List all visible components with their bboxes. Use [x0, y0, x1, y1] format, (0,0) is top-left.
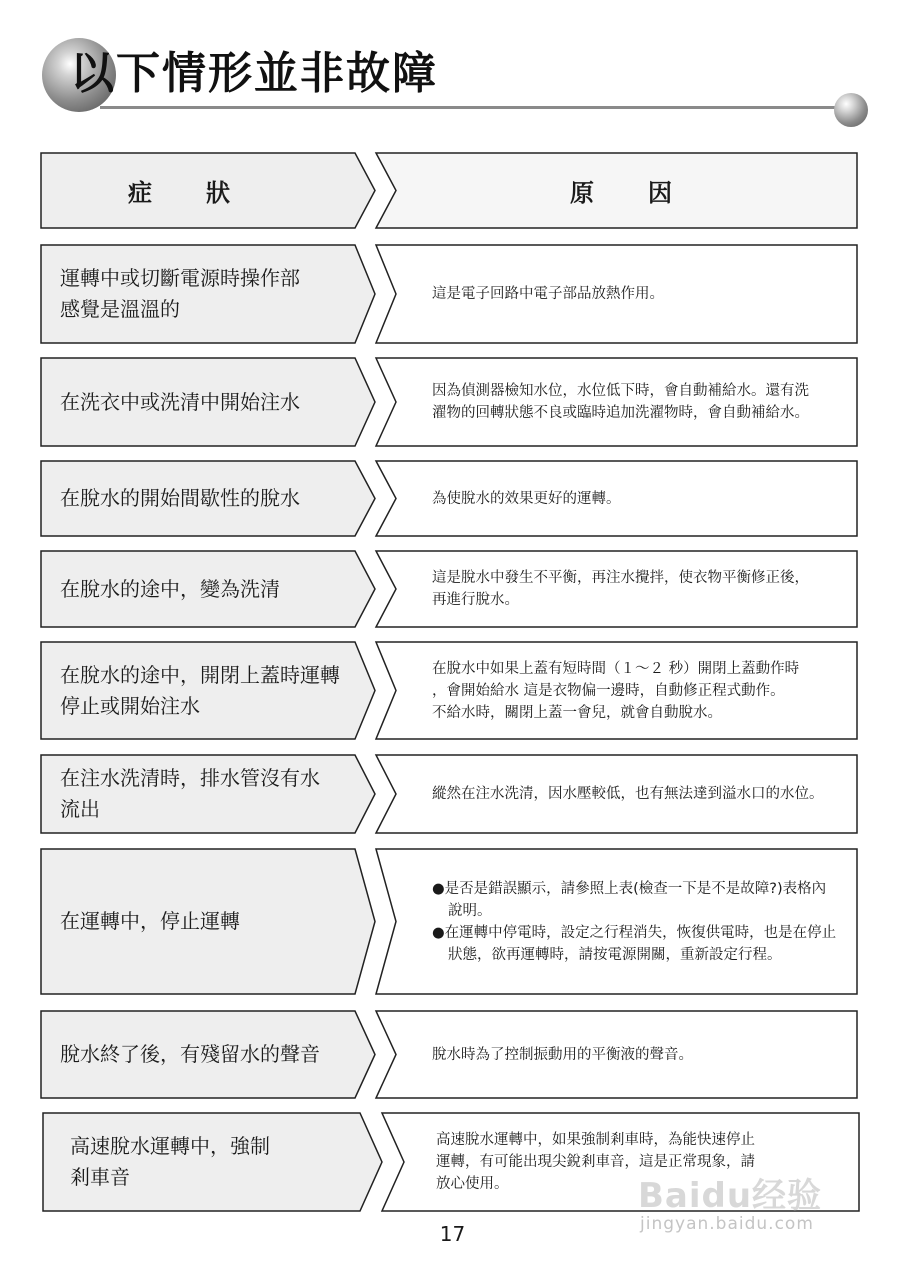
page-number: 17	[439, 1222, 466, 1246]
cause-line: 這是電子回路中電子部品放熱作用。	[432, 286, 664, 302]
cause-cell	[432, 848, 838, 995]
cause-line: 高速脫水運轉中，如果強制剎車時，為能快速停止	[436, 1132, 755, 1148]
symptom-line: 在脫水的途中，開閉上蓋時運轉	[60, 662, 340, 687]
watermark-logo: Baidu经验	[638, 1176, 823, 1216]
symptom-cell	[60, 550, 370, 628]
cause-line: 因為偵測器檢知水位，水位低下時，會自動補給水。還有洗	[432, 383, 809, 399]
watermark-url: jingyan.baidu.com	[640, 1214, 814, 1234]
table-row	[40, 848, 860, 995]
header-cause: 原 因	[570, 179, 674, 207]
symptom-line: 在洗衣中或洗清中開始注水	[60, 389, 300, 414]
table-row	[40, 244, 860, 344]
cause-bullet: ●是否是錯誤顯示，請參照上表(檢查一下是不是故障?)表格內說明。	[432, 880, 827, 919]
table-header	[40, 152, 860, 229]
cause-line: 再進行脫水。	[432, 592, 519, 608]
symptom-cell	[60, 848, 370, 995]
symptom-line: 剎車音	[70, 1165, 130, 1189]
symptom-line: 流出	[60, 797, 100, 821]
cause-line: 放心使用。	[436, 1176, 509, 1192]
symptom-line: 高速脫水運轉中，強制	[70, 1134, 270, 1158]
cause-line: ，會開始給水 這是衣物偏一邊時，自動修正程式動作。	[432, 682, 785, 699]
table-row	[40, 460, 860, 537]
cause-line: 這是脫水中發生不平衡，再注水攪拌，使衣物平衡修正後，	[432, 570, 809, 586]
table-row	[40, 550, 860, 628]
cause-line: 脫水時為了控制振動用的平衡液的聲音。	[432, 1046, 693, 1063]
symptom-cell	[60, 460, 370, 537]
cause-cell	[432, 357, 850, 447]
cause-cell	[432, 641, 850, 740]
symptom-line: 在脫水的途中，變為洗清	[60, 576, 280, 601]
symptom-line: 在注水洗清時，排水管沒有水	[60, 766, 320, 790]
cause-cell	[432, 1010, 850, 1099]
cause-bullet: ●在運轉中停電時，設定之行程消失，恢復供電時，也是在停止狀態，欲再運轉時，請按電源開關，重新設定行程。	[432, 924, 837, 963]
title-end-sphere-icon	[834, 93, 868, 127]
symptom-cell	[60, 1010, 370, 1099]
symptom-cell	[70, 1112, 380, 1212]
table-row	[40, 754, 860, 834]
table-row	[40, 641, 860, 740]
table-row	[40, 357, 860, 447]
cause-cell	[432, 244, 850, 344]
symptom-cell	[60, 641, 370, 740]
table-row	[40, 1010, 860, 1099]
symptom-cell	[60, 244, 370, 344]
header-symptom: 症 狀	[128, 179, 232, 207]
cause-line: 運轉，有可能出現尖銳剎車音，這是正常現象，請	[436, 1154, 755, 1170]
symptom-line: 感覺是溫溫的	[60, 297, 180, 321]
symptom-line: 脫水終了後，有殘留水的聲音	[60, 1042, 320, 1066]
symptom-line: 在運轉中，停止運轉	[60, 909, 240, 933]
cause-cell	[432, 460, 850, 537]
symptom-line: 停止或開始注水	[60, 693, 200, 718]
cause-line: 濯物的回轉狀態不良或臨時追加洗濯物時，會自動補給水。	[432, 405, 809, 421]
cause-line: 縱然在注水洗清，因水壓較低，也有無法達到溢水口的水位。	[432, 786, 824, 802]
page-title: 以下情形並非故障	[70, 48, 438, 99]
symptom-cell	[60, 754, 370, 834]
cause-line: 不給水時，關閉上蓋一會兒，就會自動脫水。	[432, 704, 722, 721]
symptom-line: 運轉中或切斷電源時操作部	[60, 266, 300, 290]
cause-cell	[432, 754, 850, 834]
cause-line: 為使脫水的效果更好的運轉。	[432, 490, 621, 507]
cause-cell	[432, 550, 850, 628]
cause-line: 在脫水中如果上蓋有短時間（１～２ 秒）開閉上蓋動作時	[432, 660, 800, 677]
symptom-cell	[60, 357, 370, 447]
symptom-line: 在脫水的開始間歇性的脫水	[60, 486, 300, 510]
title-underline	[100, 106, 850, 109]
